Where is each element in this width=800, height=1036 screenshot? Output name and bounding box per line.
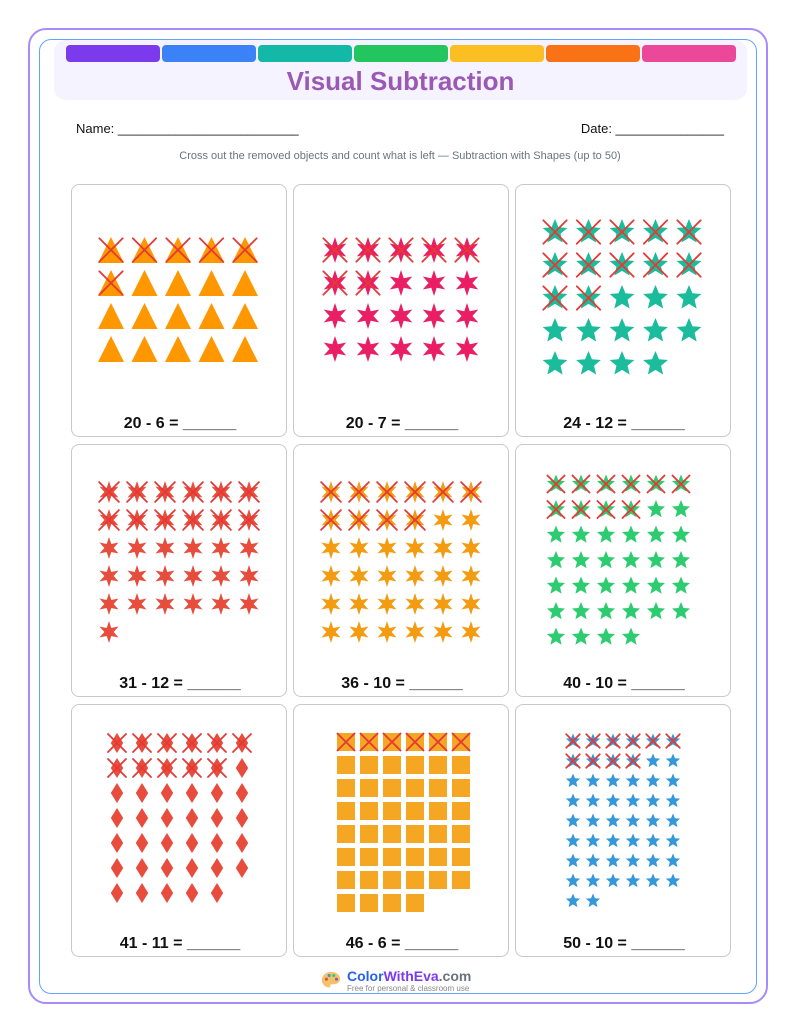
star5-shape[interactable] xyxy=(622,628,640,645)
star5-shape[interactable] xyxy=(606,774,620,788)
problem-card xyxy=(293,704,509,957)
star5-shape[interactable] xyxy=(666,834,680,848)
star6-shape[interactable] xyxy=(433,537,452,559)
date-field[interactable]: Date: _______________ xyxy=(580,121,724,136)
shape-group xyxy=(516,705,732,925)
star5-shape[interactable] xyxy=(666,814,680,828)
diamond-shape[interactable] xyxy=(186,783,198,803)
star6-shape[interactable] xyxy=(377,593,396,615)
star6-shape[interactable] xyxy=(155,593,174,615)
star5-shape[interactable] xyxy=(622,551,640,568)
star5-shape[interactable] xyxy=(646,874,660,888)
square-shape[interactable] xyxy=(383,756,402,775)
star6-shape[interactable] xyxy=(377,537,396,559)
star6-shape[interactable] xyxy=(183,537,202,559)
diamond-shape[interactable] xyxy=(111,833,123,853)
star5-shape[interactable] xyxy=(643,285,668,309)
square-shape[interactable] xyxy=(429,802,448,821)
star5-shape[interactable] xyxy=(626,854,640,868)
star5-shape[interactable] xyxy=(586,814,600,828)
triangle-shape[interactable] xyxy=(165,336,191,362)
triangle-shape[interactable] xyxy=(98,336,124,362)
star5-shape[interactable] xyxy=(547,602,565,619)
star5-shape[interactable] xyxy=(606,854,620,868)
triangle-shape[interactable] xyxy=(165,270,191,296)
diamond-shape[interactable] xyxy=(111,883,123,903)
star5-shape[interactable] xyxy=(647,551,665,568)
diamond-shape[interactable] xyxy=(136,808,148,828)
square-shape[interactable] xyxy=(360,871,379,890)
diamond-shape[interactable] xyxy=(236,808,248,828)
triangle-shape[interactable] xyxy=(199,303,225,329)
square-shape[interactable] xyxy=(406,756,425,775)
square-shape[interactable] xyxy=(337,848,356,867)
diamond-shape[interactable] xyxy=(136,883,148,903)
star6-shape[interactable] xyxy=(183,565,202,587)
star5-shape[interactable] xyxy=(622,602,640,619)
star5-shape[interactable] xyxy=(597,577,615,594)
star6-shape[interactable] xyxy=(456,336,479,362)
problem-card xyxy=(71,444,287,697)
star5-shape[interactable] xyxy=(547,628,565,645)
diamond-shape[interactable] xyxy=(236,758,248,778)
star5-shape[interactable] xyxy=(597,602,615,619)
triangle-shape[interactable] xyxy=(199,336,225,362)
star6-shape[interactable] xyxy=(99,537,118,559)
equation-text[interactable]: 24 - 12 = ______ xyxy=(563,415,685,432)
star5-shape[interactable] xyxy=(606,874,620,888)
square-shape[interactable] xyxy=(383,802,402,821)
star6-shape[interactable] xyxy=(433,509,452,531)
square-shape[interactable] xyxy=(337,802,356,821)
star5-shape[interactable] xyxy=(610,318,635,342)
star5-shape[interactable] xyxy=(606,794,620,808)
triangle-shape[interactable] xyxy=(132,270,158,296)
equation-text[interactable]: 46 - 6 = ______ xyxy=(345,935,459,952)
star5-shape[interactable] xyxy=(586,874,600,888)
shape-group xyxy=(72,705,288,925)
star5-shape[interactable] xyxy=(566,774,580,788)
star5-shape[interactable] xyxy=(543,318,568,342)
square-shape[interactable] xyxy=(452,756,471,775)
star5-shape[interactable] xyxy=(646,814,660,828)
star6-shape[interactable] xyxy=(211,593,230,615)
star5-shape[interactable] xyxy=(543,351,568,375)
star6-shape[interactable] xyxy=(239,537,258,559)
palette-icon xyxy=(320,970,342,992)
square-shape[interactable] xyxy=(406,779,425,798)
star6-shape[interactable] xyxy=(321,621,340,643)
triangle-shape[interactable] xyxy=(232,336,258,362)
star5-shape[interactable] xyxy=(576,351,601,375)
color-bar-segment xyxy=(546,45,640,62)
star6-shape[interactable] xyxy=(324,336,347,362)
star6-shape[interactable] xyxy=(211,565,230,587)
star5-shape[interactable] xyxy=(586,894,600,908)
star5-shape[interactable] xyxy=(672,526,690,543)
rainbow-color-bar xyxy=(66,45,736,62)
star6-shape[interactable] xyxy=(405,593,424,615)
diamond-shape[interactable] xyxy=(211,808,223,828)
problem-card xyxy=(293,184,509,437)
star6-shape[interactable] xyxy=(349,621,368,643)
star6-shape[interactable] xyxy=(239,593,258,615)
square-shape[interactable] xyxy=(383,825,402,844)
square-shape[interactable] xyxy=(429,779,448,798)
star5-shape[interactable] xyxy=(566,874,580,888)
diamond-shape[interactable] xyxy=(186,858,198,878)
star6-shape[interactable] xyxy=(99,565,118,587)
shape-group xyxy=(294,185,510,405)
star5-shape[interactable] xyxy=(586,834,600,848)
star5-shape[interactable] xyxy=(647,500,665,517)
name-field[interactable]: Name: _________________________ xyxy=(76,121,299,136)
star6-shape[interactable] xyxy=(405,565,424,587)
star5-shape[interactable] xyxy=(547,551,565,568)
diamond-shape[interactable] xyxy=(186,883,198,903)
star5-shape[interactable] xyxy=(572,577,590,594)
star5-shape[interactable] xyxy=(586,774,600,788)
diamond-shape[interactable] xyxy=(161,833,173,853)
shape-group xyxy=(72,445,288,665)
diamond-shape[interactable] xyxy=(136,858,148,878)
star5-shape[interactable] xyxy=(647,577,665,594)
star6-shape[interactable] xyxy=(461,621,480,643)
square-shape[interactable] xyxy=(406,894,425,913)
diamond-shape[interactable] xyxy=(111,808,123,828)
star6-shape[interactable] xyxy=(349,565,368,587)
star6-shape[interactable] xyxy=(321,593,340,615)
shape-group xyxy=(294,705,510,925)
star5-shape[interactable] xyxy=(647,526,665,543)
problem-card xyxy=(293,444,509,697)
brand-name[interactable]: ColorWithEva.com xyxy=(347,968,472,984)
diamond-shape[interactable] xyxy=(186,808,198,828)
footer-brand xyxy=(320,966,471,996)
color-bar-segment xyxy=(66,45,160,62)
star5-shape[interactable] xyxy=(626,774,640,788)
star5-shape[interactable] xyxy=(677,285,702,309)
square-shape[interactable] xyxy=(337,871,356,890)
star5-shape[interactable] xyxy=(566,834,580,848)
shape-group xyxy=(72,185,288,405)
square-shape[interactable] xyxy=(406,848,425,867)
square-shape[interactable] xyxy=(429,848,448,867)
square-shape[interactable] xyxy=(360,825,379,844)
square-shape[interactable] xyxy=(383,871,402,890)
diamond-shape[interactable] xyxy=(136,783,148,803)
diamond-shape[interactable] xyxy=(236,858,248,878)
star6-shape[interactable] xyxy=(155,565,174,587)
star6-shape[interactable] xyxy=(461,509,480,531)
star5-shape[interactable] xyxy=(647,602,665,619)
star6-shape[interactable] xyxy=(357,303,380,329)
star6-shape[interactable] xyxy=(99,593,118,615)
star5-shape[interactable] xyxy=(610,285,635,309)
star6-shape[interactable] xyxy=(377,621,396,643)
equation-text[interactable]: 31 - 12 = ______ xyxy=(119,675,241,692)
star5-shape[interactable] xyxy=(566,794,580,808)
star6-shape[interactable] xyxy=(99,621,118,643)
diamond-shape[interactable] xyxy=(211,833,223,853)
star5-shape[interactable] xyxy=(572,526,590,543)
color-bar-segment xyxy=(642,45,736,62)
square-shape[interactable] xyxy=(452,779,471,798)
square-shape[interactable] xyxy=(406,871,425,890)
star5-shape[interactable] xyxy=(666,754,680,768)
star5-shape[interactable] xyxy=(643,351,668,375)
problem-card xyxy=(71,184,287,437)
star5-shape[interactable] xyxy=(572,551,590,568)
star6-shape[interactable] xyxy=(377,565,396,587)
star6-shape[interactable] xyxy=(239,565,258,587)
equation-text[interactable]: 41 - 11 = ______ xyxy=(119,935,241,952)
square-shape[interactable] xyxy=(337,894,356,913)
square-shape[interactable] xyxy=(452,802,471,821)
equation-text[interactable]: 40 - 10 = ______ xyxy=(563,675,685,692)
star6-shape[interactable] xyxy=(461,537,480,559)
diamond-shape[interactable] xyxy=(161,808,173,828)
square-shape[interactable] xyxy=(337,825,356,844)
star5-shape[interactable] xyxy=(672,602,690,619)
star5-shape[interactable] xyxy=(597,628,615,645)
star5-shape[interactable] xyxy=(586,854,600,868)
square-shape[interactable] xyxy=(429,825,448,844)
star5-shape[interactable] xyxy=(626,874,640,888)
star5-shape[interactable] xyxy=(566,894,580,908)
star5-shape[interactable] xyxy=(626,794,640,808)
star6-shape[interactable] xyxy=(357,336,380,362)
shape-group xyxy=(516,185,732,405)
star5-shape[interactable] xyxy=(547,577,565,594)
color-bar-segment xyxy=(162,45,256,62)
star5-shape[interactable] xyxy=(666,774,680,788)
star6-shape[interactable] xyxy=(405,621,424,643)
diamond-shape[interactable] xyxy=(211,858,223,878)
star6-shape[interactable] xyxy=(423,303,446,329)
star5-shape[interactable] xyxy=(677,318,702,342)
star6-shape[interactable] xyxy=(461,593,480,615)
star5-shape[interactable] xyxy=(597,551,615,568)
square-shape[interactable] xyxy=(360,894,379,913)
star5-shape[interactable] xyxy=(547,526,565,543)
diamond-shape[interactable] xyxy=(111,783,123,803)
diamond-shape[interactable] xyxy=(161,883,173,903)
triangle-shape[interactable] xyxy=(98,303,124,329)
star6-shape[interactable] xyxy=(324,303,347,329)
page-title: Visual Subtraction xyxy=(286,66,515,96)
diamond-shape[interactable] xyxy=(161,783,173,803)
square-shape[interactable] xyxy=(383,779,402,798)
star5-shape[interactable] xyxy=(646,754,660,768)
square-shape[interactable] xyxy=(429,756,448,775)
star5-shape[interactable] xyxy=(626,834,640,848)
square-shape[interactable] xyxy=(452,825,471,844)
diamond-shape[interactable] xyxy=(211,883,223,903)
star6-shape[interactable] xyxy=(433,621,452,643)
equation-text[interactable]: 36 - 10 = ______ xyxy=(341,675,463,692)
square-shape[interactable] xyxy=(452,871,471,890)
diamond-shape[interactable] xyxy=(161,858,173,878)
triangle-shape[interactable] xyxy=(165,303,191,329)
star5-shape[interactable] xyxy=(672,577,690,594)
star5-shape[interactable] xyxy=(666,854,680,868)
star5-shape[interactable] xyxy=(646,774,660,788)
triangle-shape[interactable] xyxy=(132,336,158,362)
diamond-shape[interactable] xyxy=(211,783,223,803)
star5-shape[interactable] xyxy=(606,814,620,828)
star6-shape[interactable] xyxy=(390,303,413,329)
star5-shape[interactable] xyxy=(610,351,635,375)
star5-shape[interactable] xyxy=(672,551,690,568)
diamond-shape[interactable] xyxy=(111,858,123,878)
star5-shape[interactable] xyxy=(622,577,640,594)
star6-shape[interactable] xyxy=(423,270,446,296)
square-shape[interactable] xyxy=(337,779,356,798)
star6-shape[interactable] xyxy=(456,270,479,296)
star5-shape[interactable] xyxy=(572,602,590,619)
star6-shape[interactable] xyxy=(390,336,413,362)
star6-shape[interactable] xyxy=(461,565,480,587)
star5-shape[interactable] xyxy=(566,814,580,828)
color-bar-segment xyxy=(354,45,448,62)
star5-shape[interactable] xyxy=(586,794,600,808)
instructions-text: Cross out the removed objects and count what is left — Subtraction with Shapes (up to 50) xyxy=(179,150,621,162)
star6-shape[interactable] xyxy=(349,537,368,559)
square-shape[interactable] xyxy=(406,802,425,821)
shape-group xyxy=(294,445,510,665)
triangle-shape[interactable] xyxy=(232,270,258,296)
star6-shape[interactable] xyxy=(127,593,146,615)
square-shape[interactable] xyxy=(452,848,471,867)
star6-shape[interactable] xyxy=(127,565,146,587)
star6-shape[interactable] xyxy=(456,303,479,329)
star5-shape[interactable] xyxy=(646,834,660,848)
star5-shape[interactable] xyxy=(576,318,601,342)
square-shape[interactable] xyxy=(429,871,448,890)
problem-card xyxy=(515,704,731,957)
star5-shape[interactable] xyxy=(626,814,640,828)
star6-shape[interactable] xyxy=(433,593,452,615)
star6-shape[interactable] xyxy=(321,537,340,559)
star6-shape[interactable] xyxy=(211,537,230,559)
square-shape[interactable] xyxy=(406,825,425,844)
star6-shape[interactable] xyxy=(127,537,146,559)
problem-card xyxy=(71,704,287,957)
star5-shape[interactable] xyxy=(597,526,615,543)
star5-shape[interactable] xyxy=(666,794,680,808)
equation-text[interactable]: 50 - 10 = ______ xyxy=(563,935,685,952)
square-shape[interactable] xyxy=(360,756,379,775)
star5-shape[interactable] xyxy=(622,526,640,543)
equation-text[interactable]: 20 - 6 = ______ xyxy=(123,415,237,432)
diamond-shape[interactable] xyxy=(236,783,248,803)
brand-tagline: Free for personal & classroom use xyxy=(347,984,470,993)
star5-shape[interactable] xyxy=(672,500,690,517)
star6-shape[interactable] xyxy=(183,593,202,615)
diamond-shape[interactable] xyxy=(136,833,148,853)
star5-shape[interactable] xyxy=(666,874,680,888)
square-shape[interactable] xyxy=(360,802,379,821)
star6-shape[interactable] xyxy=(390,270,413,296)
diamond-shape[interactable] xyxy=(186,833,198,853)
star5-shape[interactable] xyxy=(646,854,660,868)
color-bar-segment xyxy=(258,45,352,62)
star6-shape[interactable] xyxy=(423,336,446,362)
star6-shape[interactable] xyxy=(405,537,424,559)
star6-shape[interactable] xyxy=(433,565,452,587)
shape-group xyxy=(516,445,732,665)
star5-shape[interactable] xyxy=(572,628,590,645)
triangle-shape[interactable] xyxy=(132,303,158,329)
star6-shape[interactable] xyxy=(155,537,174,559)
square-shape[interactable] xyxy=(360,779,379,798)
equation-text[interactable]: 20 - 7 = ______ xyxy=(345,415,459,432)
star6-shape[interactable] xyxy=(321,565,340,587)
star5-shape[interactable] xyxy=(643,318,668,342)
square-shape[interactable] xyxy=(360,848,379,867)
square-shape[interactable] xyxy=(383,848,402,867)
star6-shape[interactable] xyxy=(349,593,368,615)
star5-shape[interactable] xyxy=(606,834,620,848)
problem-card xyxy=(515,184,731,437)
triangle-shape[interactable] xyxy=(232,303,258,329)
square-shape[interactable] xyxy=(337,756,356,775)
problem-card xyxy=(515,444,731,697)
color-bar-segment xyxy=(450,45,544,62)
triangle-shape[interactable] xyxy=(199,270,225,296)
star5-shape[interactable] xyxy=(646,794,660,808)
star5-shape[interactable] xyxy=(566,854,580,868)
square-shape[interactable] xyxy=(383,894,402,913)
diamond-shape[interactable] xyxy=(236,833,248,853)
